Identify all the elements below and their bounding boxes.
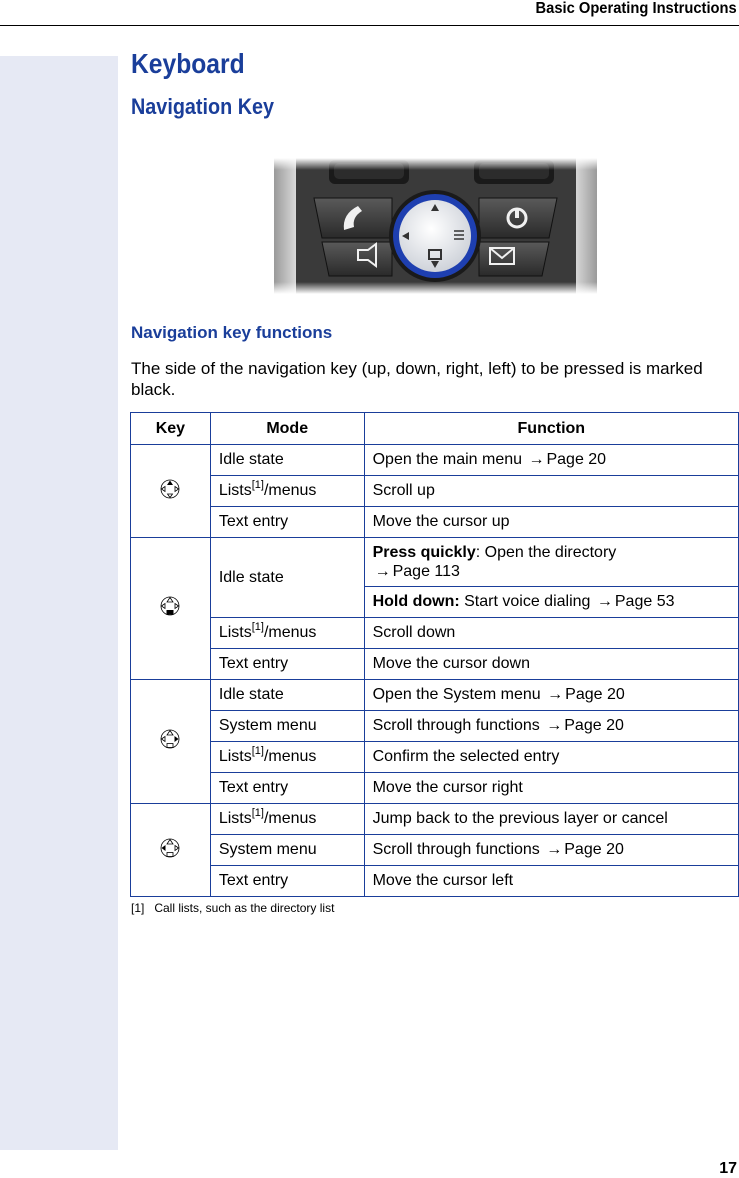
table-row (131, 507, 739, 538)
mode-cell: Lists[1]/menus (210, 618, 364, 649)
function-cell: Scroll up (364, 476, 738, 507)
header-divider (0, 25, 739, 26)
page-number: 17 (719, 1160, 737, 1177)
function-cell: Move the cursor right (364, 773, 738, 804)
running-header: Basic Operating Instructions (535, 0, 737, 17)
nav-key-left-icon (131, 804, 211, 897)
function-cell: Press quickly: Open the directory → Page 113 (364, 538, 738, 587)
table-row (131, 618, 739, 649)
table-row (131, 476, 739, 507)
table-row (131, 445, 739, 476)
section-title: Keyboard (131, 48, 245, 79)
intro-paragraph: The side of the navigation key (up, down, right, left) to be pressed is marked black. (131, 359, 703, 399)
margin-sidebar (0, 56, 118, 1150)
mode-cell: Lists[1]/menus (210, 476, 364, 507)
function-cell: Move the cursor left (364, 866, 738, 897)
function-cell: Move the cursor up (364, 507, 738, 538)
table-row (131, 538, 739, 587)
table-row (131, 711, 739, 742)
mode-cell: System menu (210, 835, 364, 866)
function-cell: Scroll down (364, 618, 738, 649)
header-function: Function (364, 413, 738, 445)
table-row (131, 742, 739, 773)
phone-keypad-illustration (274, 158, 597, 294)
footnote-marker: [1] (131, 901, 145, 915)
mode-cell: Lists[1]/menus (210, 742, 364, 773)
function-cell: Scroll through functions → Page 20 (364, 711, 738, 742)
mode-cell: System menu (210, 711, 364, 742)
subsection-title: Navigation Key (131, 94, 275, 119)
function-cell: Open the System menu → Page 20 (364, 680, 738, 711)
table-row (131, 649, 739, 680)
nav-key-up-icon (131, 445, 211, 538)
table-header-row (131, 413, 739, 445)
function-cell: Jump back to the previous layer or cancel (364, 804, 738, 835)
mode-cell: Text entry (210, 773, 364, 804)
footnote-text: Call lists, such as the directory list (154, 901, 335, 915)
nav-key-down-icon (131, 538, 211, 680)
mode-cell: Idle state (210, 680, 364, 711)
mode-cell: Idle state (210, 538, 364, 618)
function-cell: Move the cursor down (364, 649, 738, 680)
mode-cell: Text entry (210, 866, 364, 897)
mode-cell: Lists[1]/menus (210, 804, 364, 835)
mode-cell: Idle state (210, 445, 364, 476)
navigation-functions-table (130, 412, 739, 897)
header-mode: Mode (210, 413, 364, 445)
mode-cell: Text entry (210, 507, 364, 538)
table-row (131, 680, 739, 711)
function-cell: Confirm the selected entry (364, 742, 738, 773)
table-row (131, 866, 739, 897)
function-cell: Scroll through functions → Page 20 (364, 835, 738, 866)
functions-heading: Navigation key functions (131, 323, 333, 342)
nav-key-right-icon (131, 680, 211, 804)
table-footnote (131, 901, 344, 915)
header-key: Key (131, 413, 211, 445)
function-cell: Open the main menu → Page 20 (364, 445, 738, 476)
table-row (131, 773, 739, 804)
function-cell: Hold down: Start voice dialing → Page 53 (364, 587, 738, 618)
mode-cell: Text entry (210, 649, 364, 680)
table-row (131, 835, 739, 866)
table-row (131, 804, 739, 835)
